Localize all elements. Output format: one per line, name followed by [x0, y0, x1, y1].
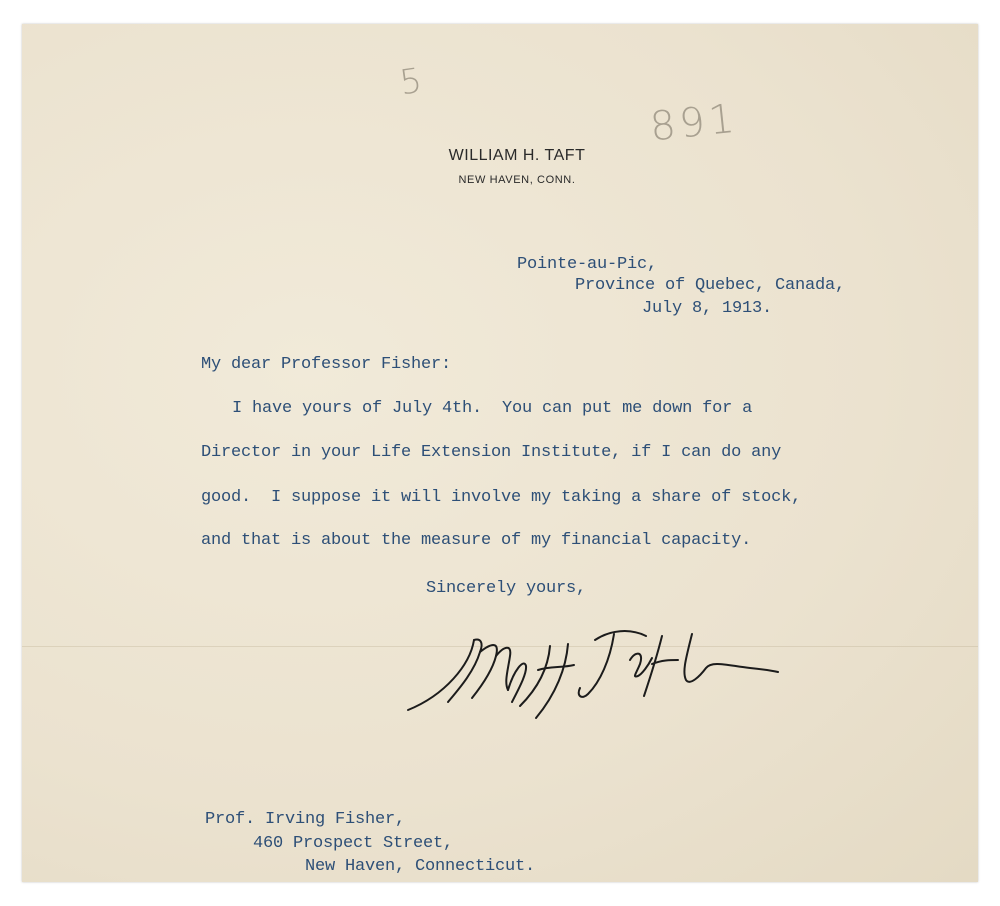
dateline-place: Pointe-au-Pic,: [517, 255, 658, 274]
recipient-name: Prof. Irving Fisher,: [205, 810, 406, 829]
dateline-date: July 8, 1913.: [642, 299, 773, 318]
recipient-street: 460 Prospect Street,: [253, 834, 454, 853]
recipient-city: New Haven, Connecticut.: [305, 857, 536, 876]
dateline-province: Province of Quebec, Canada,: [575, 276, 846, 295]
letterhead-city: NEW HAVEN, CONN.: [458, 174, 576, 186]
body-line: good. I suppose it will involve my taking a share of stock,: [201, 488, 802, 507]
letterhead-name: WILLIAM H. TAFT: [448, 147, 586, 164]
pencil-mark-top: 5: [397, 60, 425, 104]
body-line: and that is about the measure of my financial capacity.: [201, 531, 752, 550]
body-line: Director in your Life Extension Institute, if I can do any: [201, 443, 782, 462]
pencil-catalog-number: 891: [647, 95, 741, 151]
closing: Sincerely yours,: [426, 579, 587, 598]
salutation: My dear Professor Fisher:: [201, 355, 452, 374]
body-line: I have yours of July 4th. You can put me down for a: [232, 399, 753, 418]
handwritten-signature: [400, 610, 780, 740]
